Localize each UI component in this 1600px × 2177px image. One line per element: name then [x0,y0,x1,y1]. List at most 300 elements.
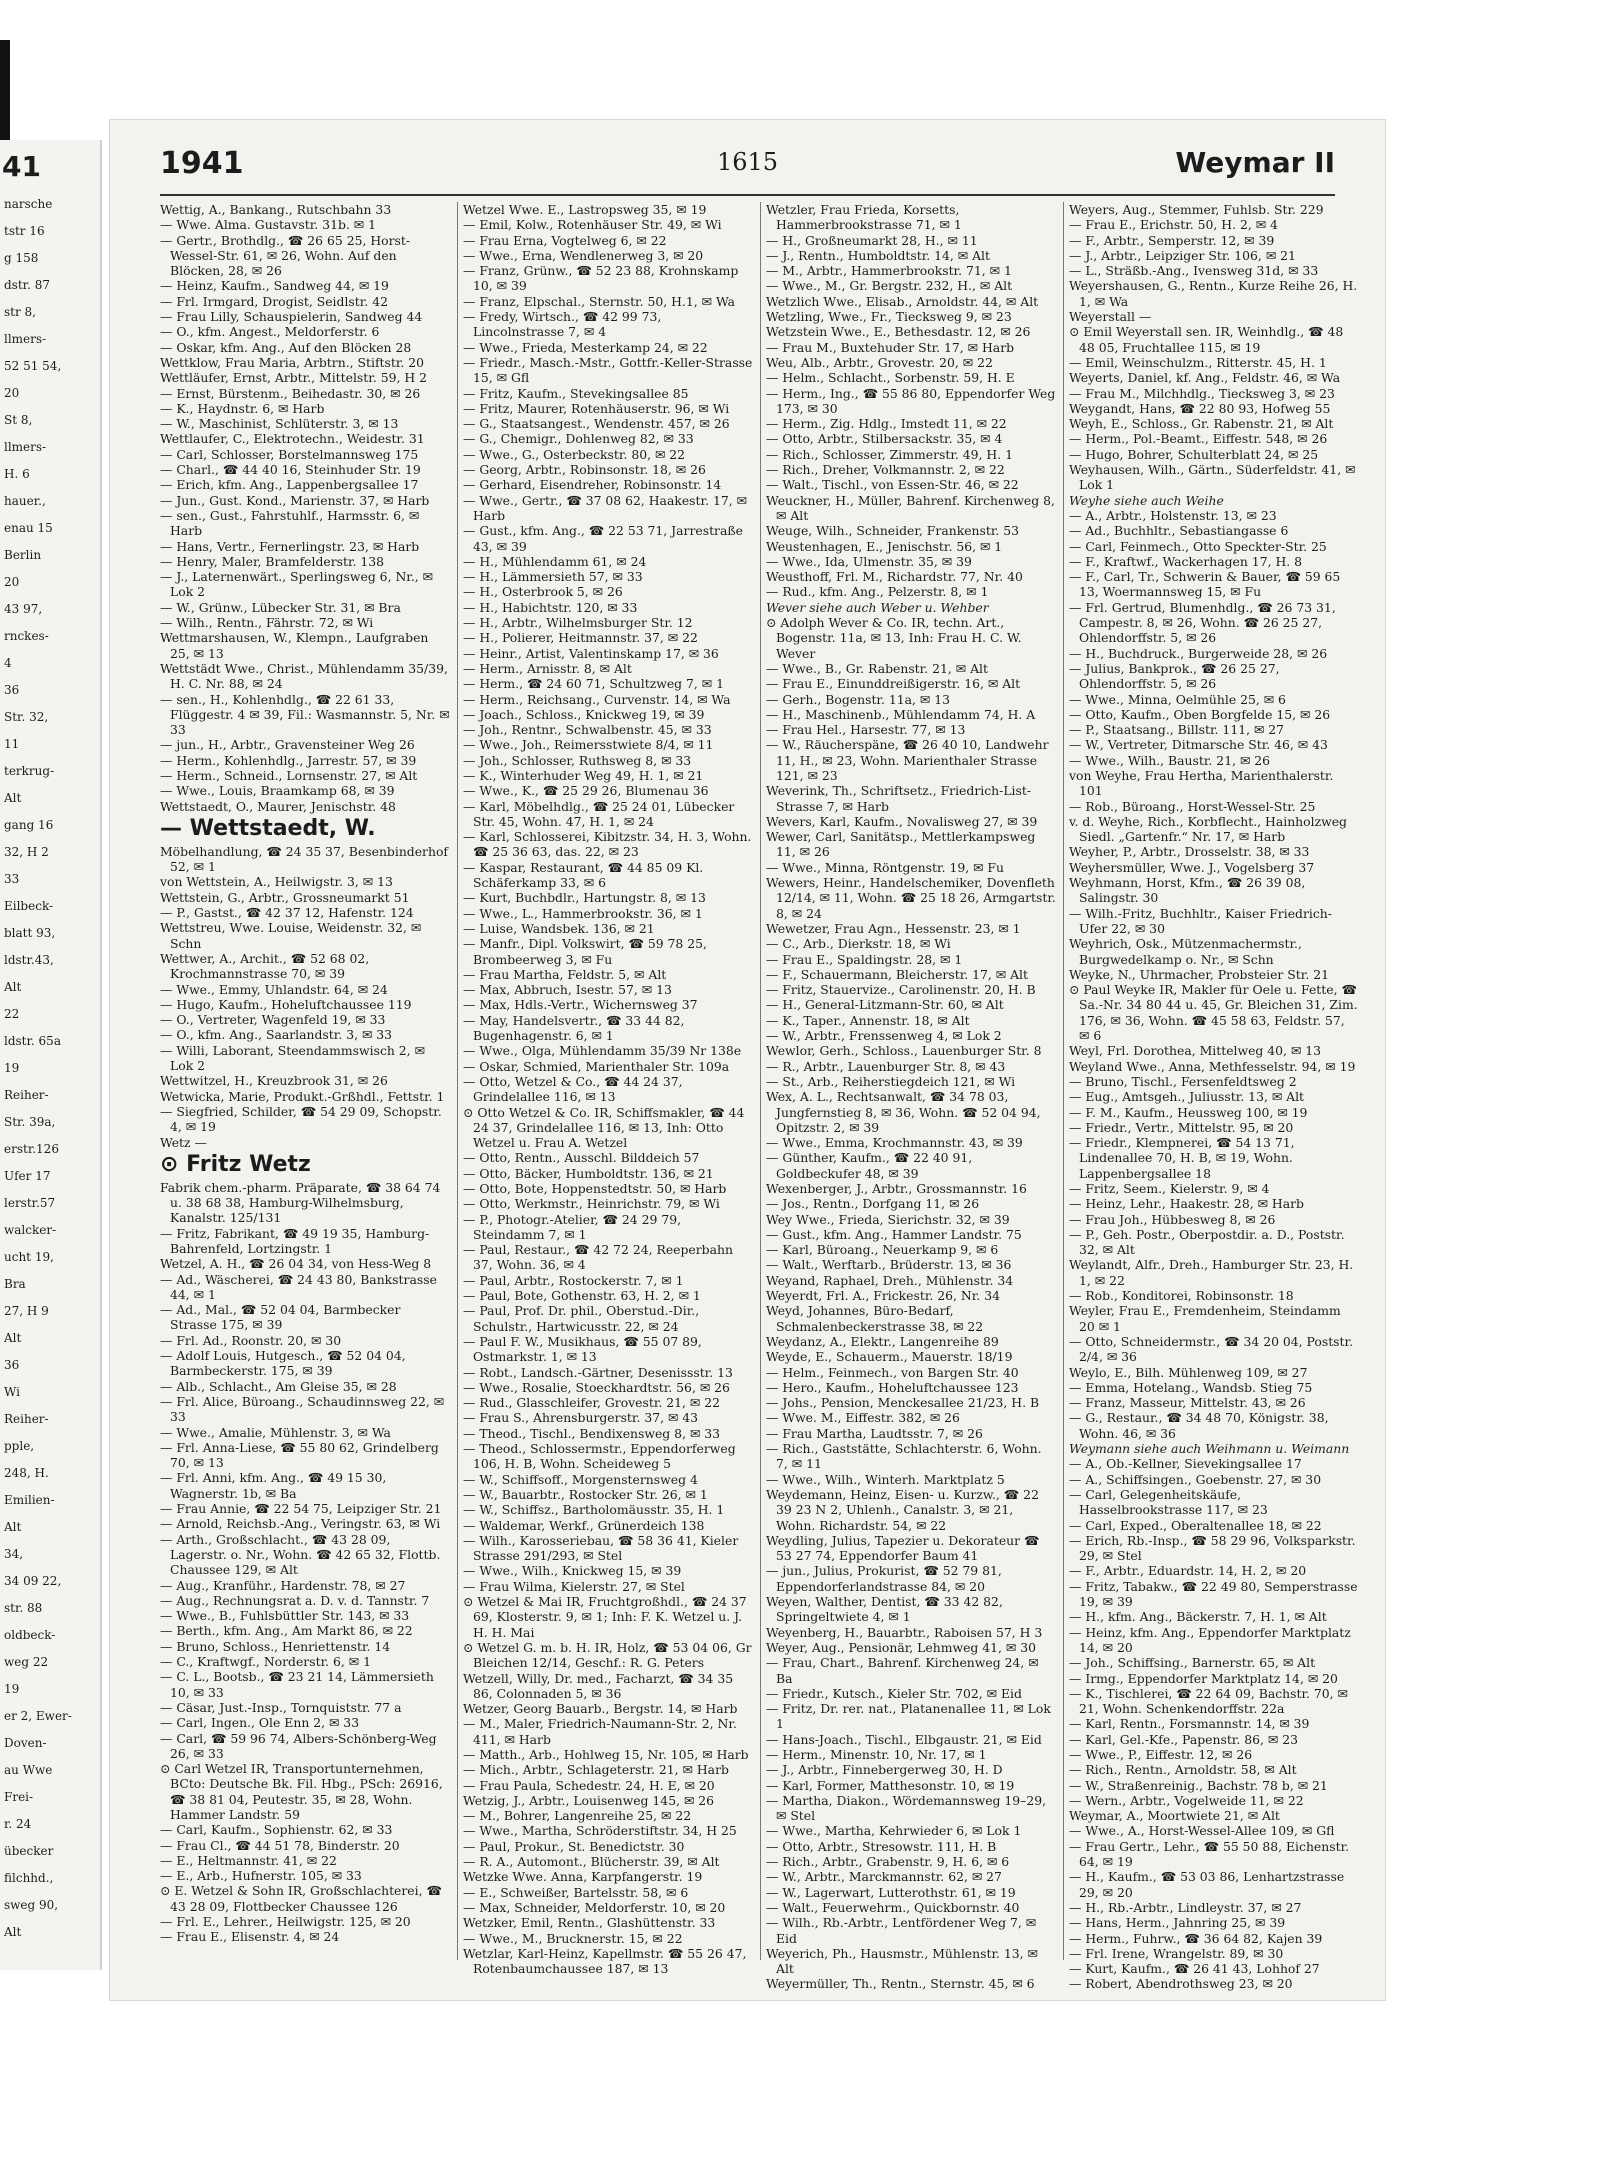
directory-entry: — Emil, Weinschulzm., Ritterstr. 45, H. 1 [1069,354,1327,370]
directory-entry: — Friedr., Vertr., Mittelstr. 95, ✉ 20 [1069,1119,1294,1135]
directory-entry: — H., kfm. Ang., Bäckerstr. 7, H. 1, ✉ Alt [1069,1609,1327,1625]
directory-entry: — Hans-Joach., Tischl., Elbgaustr. 21, ✉ Eid [766,1731,1042,1747]
directory-entry: — Wwe., Olga, Mühlendamm 35/39 Nr 138e [463,1043,742,1059]
previous-page-fragment: Reiher- [4,1088,49,1102]
directory-entry: — Frau Martha, Feldstr. 5, ✉ Alt [463,966,667,982]
column-divider [760,202,761,1960]
directory-entry: — Karl, Gel.-Kfe., Papenstr. 86, ✉ 23 [1069,1731,1298,1747]
directory-entry: — Max, Hdls.-Vertr., Wichernsweg 37 [463,997,698,1013]
previous-page-fragment: filchhd., [4,1871,54,1885]
directory-entry: — F., Kraftwf., Wackerhagen 17, H. 8 [1069,553,1303,569]
directory-entry: — Joh., Schiffsing., Barnerstr. 65, ✉ Alt [1069,1655,1316,1671]
directory-entry: — Herm., Kohlenhdlg., Jarrestr. 57, ✉ 39 [160,752,417,768]
previous-page-fragment: blatt 93, [4,926,56,940]
directory-entry: — W., Lagerwart, Lutterothstr. 61, ✉ 19 [766,1884,1016,1900]
directory-entry: — Otto, Schneidermstr., ☎ 34 20 04, Poststr. 2/4, ✉ 36 [1069,1333,1354,1365]
directory-entry: Wewer, Carl, Sanitätsp., Mettlerkampsweg 11, ✉ 26 [766,829,1036,860]
directory-entry: — J., Rentn., Humboldtstr. 14, ✉ Alt [766,247,990,263]
directory-entry: — Frau Annie, ☎ 22 54 75, Leipziger Str. 21 [160,1501,442,1517]
directory-entry: Weydemann, Heinz, Eisen- u. Kurzw., ☎ 22 39 23 N 2, Uhlenh., Canalstr. 3, ✉ 21, Wohn. Richardstr. 54, ✉ 22 [766,1486,1039,1533]
directory-entry: Weyermüller, Th., Rentn., Sternstr. 45, ✉ 6 [766,1976,1035,1992]
directory-entry: — P., Gastst., ☎ 42 37 12, Hafenstr. 124 [160,905,414,921]
directory-entry: — Wilh., Rentn., Fährstr. 72, ✉ Wi [160,615,374,631]
previous-page-fragment: oldbeck- [4,1628,56,1642]
directory-entry: — Wilh., Rb.-Arbtr., Lentfördener Weg 7, ✉ Eid [766,1915,1037,1946]
directory-entry: Weylandt, Alfr., Dreh., Hamburger Str. 23, H. 1, ✉ 22 [1069,1257,1354,1288]
directory-entry: — Frl. Irene, Wrangelstr. 89, ✉ 30 [1069,1945,1284,1961]
directory-entry: — A., Schiffsingen., Goebenstr. 27, ✉ 30 [1069,1471,1322,1487]
directory-entry: — P., Geh. Postr., Oberpostdir. a. D., Poststr. 32, ✉ Alt [1069,1226,1345,1258]
directory-entry: Wetzel, A. H., ☎ 26 04 34, von Hess-Weg 8 [160,1256,432,1272]
directory-entry: — Martha, Diakon., Wördemannsweg 19–29, ✉ Stel [766,1792,1047,1824]
directory-entry: — Frl. Alice, Büroang., Schaudinnsweg 22, ✉ 33 [160,1393,445,1425]
previous-page-fragment: Eilbeck- [4,899,54,913]
directory-entry: — H., Rb.-Arbtr., Lindleystr. 37, ✉ 27 [1069,1899,1302,1915]
directory-entry: — Hans, Vertr., Fernerlingstr. 23, ✉ Harb [160,538,420,554]
directory-entry: — Carl, Gelegenheitskäufe, Hasselbrookstrasse 117, ✉ 23 [1069,1486,1268,1518]
directory-entry: — Walt., Feuerwehrm., Quickbornstr. 40 [766,1899,1020,1915]
directory-entry: — J., Arbtr., Finnebergerweg 30, H. D [766,1762,1003,1778]
directory-entry: — Otto, Werkmstr., Heinrichstr. 79, ✉ Wi [463,1196,720,1212]
directory-entry: — Frau Paula, Schedestr. 24, H. E, ✉ 20 [463,1777,715,1793]
directory-entry: — Paul, Bote, Gothenstr. 63, H. 2, ✉ 1 [463,1288,701,1304]
directory-entry: Weyhrich, Osk., Mützenmachermstr., Burgwedelkamp o. Nr., ✉ Schn [1069,936,1302,967]
column-2 [463,202,753,1977]
previous-page-fragment: Wi [4,1385,20,1399]
directory-entry: — H., Großneumarkt 28, H., ✉ 11 [766,232,978,248]
previous-page-fragment: 36 [4,683,20,697]
previous-page-fragment: gang 16 [4,818,54,832]
directory-entry: — Willi, Laborant, Steendammswisch 2, ✉ Lok 2 [160,1042,425,1074]
directory-entry: — Berth., kfm. Ang., Am Markt 86, ✉ 22 [160,1623,413,1639]
directory-entry: — Wwe., G., Osterbeckstr. 80, ✉ 22 [463,446,686,462]
directory-entry: — Wwe. Alma. Gustavstr. 31b. ✉ 1 [160,217,376,233]
directory-entry: v. d. Weyhe, Rich., Korbflecht., Hainholzweg Siedl. „Gartenfr.“ Nr. 17, ✉ Harb [1069,813,1347,845]
directory-entry: — Joh., Schlosser, Ruthsweg 8, ✉ 33 [463,752,692,768]
directory-entry: Wettstein, G., Arbtr., Grossneumarkt 51 [160,889,410,905]
directory-entry: — Frau, Chart., Bahrenf. Kirchenweg 24, ✉ Ba [766,1655,1039,1686]
previous-page-fragment: str 8, [4,305,36,319]
directory-entry: — Heinz, Kaufm., Sandweg 44, ✉ 19 [160,278,389,294]
directory-entry: — Otto, Bote, Hoppenstedtstr. 50, ✉ Harb [463,1181,727,1196]
directory-entry: — Otto, Arbtr., Stresowstr. 111, H. B [766,1838,997,1854]
directory-entry: Wetwicka, Marie, Produkt.-Grßhdl., Fettstr. 1 [160,1088,445,1104]
directory-entry: — Erich, kfm. Ang., Lappenbergsallee 17 [160,477,419,493]
directory-entry: — Joach., Schloss., Knickweg 19, ✉ 39 [463,706,705,722]
previous-page-header: 41 [2,150,41,183]
directory-entry: — Frl. Anni, kfm. Ang., ☎ 49 15 30, Wagnerstr. 1b, ✉ Ba [160,1470,387,1501]
directory-entry: — Frau E., Elisenstr. 4, ✉ 24 [160,1929,340,1945]
previous-page-fragment: 34, [4,1547,24,1561]
directory-entry: — Otto, Bäcker, Humboldtstr. 136, ✉ 21 [463,1165,714,1181]
directory-entry: — Frl. E., Lehrer., Heilwigstr. 125, ✉ 20 [160,1914,411,1930]
directory-entry: — Frau Gertr., Lehr., ☎ 55 50 88, Eichenstr. 64, ✉ 19 [1069,1838,1350,1870]
previous-page-fragment: 4 [4,656,12,670]
directory-entry: — W., Arbtr., Marckmannstr. 62, ✉ 27 [766,1869,1002,1885]
directory-entry: Weyen, Walther, Dentist, ☎ 33 42 82, Springeltwiete 4, ✉ 1 [766,1594,1003,1625]
directory-entry: Weyde, E., Schauerm., Mauerstr. 18/19 [766,1349,1013,1365]
previous-page-fragment: llmers- [4,332,47,346]
directory-entry: Weyhmann, Horst, Kfm., ☎ 26 39 08, Salingstr. 30 [1069,875,1306,906]
directory-entry: — Bruno, Schloss., Henriettenstr. 14 [160,1638,391,1654]
directory-entry: — F. M., Kaufm., Heussweg 100, ✉ 19 [1069,1104,1308,1120]
directory-entry: — C., Arb., Dierkstr. 18, ✉ Wi [766,936,951,952]
directory-entry: Weyhersmüller, Wwe. J., Vogelsberg 37 [1069,859,1315,875]
directory-entry: — Carl, Ingen., Ole Enn 2, ✉ 33 [160,1715,360,1731]
directory-entry: — Frl. Ad., Roonstr. 20, ✉ 30 [160,1332,342,1348]
directory-entry: Weyler, Frau E., Fremdenheim, Steindamm 20 ✉ 1 [1069,1303,1341,1334]
directory-entry: — Karl, Schlosserei, Kibitzstr. 34, H. 3, Wohn. ☎ 25 36 63, das. 22, ✉ 23 [463,829,752,860]
directory-entry: — Karl, Rentn., Forsmannstr. 14, ✉ 39 [1069,1716,1310,1732]
directory-entry: ⊙ Fritz Wetz [160,1151,311,1177]
directory-entry: — F., Schauermann, Bleicherstr. 17, ✉ Alt [766,966,1028,982]
directory-entry: — Joh., Rentnr., Schwalbenstr. 45, ✉ 33 [463,722,712,738]
directory-entry: ⊙ Paul Weyke IR, Makler für Oele u. Fette, ☎ Sa.-Nr. 34 80 44 u. 45, Gr. Bleichen 31, Zim. 176, ✉ 36, Wohn. ☎ 45 58 63, Feldstr. 57, ✉ 6 [1069,982,1358,1044]
directory-entry: — Emil, Kolw., Rotenhäuser Str. 49, ✉ Wi [463,217,722,233]
directory-entry: ⊙ Carl Wetzel IR, Transportunternehmen, BCto: Deutsche Bk. Fil. Hbg., PSch: 26916, ☎ 38 81 04, Peutestr. 35, ✉ 28, Wohn. Hammer Landstr. 59 [160,1761,443,1822]
directory-entry: — P., Staatsang., Billstr. 111, ✉ 27 [1069,722,1285,738]
directory-entry: — Bruno, Tischl., Fersenfeldtsweg 2 [1069,1073,1297,1089]
directory-entry: — Wwe., L., Hammerbrookstr. 36, ✉ 1 [463,905,703,921]
directory-entry: — Wwe., Joh., Reimersstwiete 8/4, ✉ 11 [463,737,714,753]
directory-entry: — Frau Cl., ☎ 44 51 78, Binderstr. 20 [160,1837,400,1853]
directory-entry: — Walt., Tischl., von Essen-Str. 46, ✉ 22 [766,477,1019,493]
directory-entry: — Hugo, Kaufm., Hoheluftchaussee 119 [160,996,412,1012]
directory-entry: — Fritz, Tabakw., ☎ 22 49 80, Semperstrasse 19, ✉ 39 [1069,1578,1358,1610]
directory-entry: — Friedr., Klempnerei, ☎ 54 13 71, Lindenallee 70, H. B, ✉ 19, Wohn. Lappenbergsallee 18 [1069,1135,1295,1181]
directory-entry: Wetz — [160,1134,207,1150]
directory-entry: — Wwe., Minna, Oelmühle 25, ✉ 6 [1069,691,1286,707]
directory-entry: — Ad., Buchhltr., Sebastiangasse 6 [1069,523,1289,539]
column-1 [160,202,450,1960]
directory-entry: — Helm., Feinmech., von Bargen Str. 40 [766,1364,1019,1380]
directory-entry: — Herm., Pol.-Beamt., Eiffestr. 548, ✉ 26 [1069,431,1328,447]
directory-entry: — Wwe., Gertr., ☎ 37 08 62, Haakestr. 17, ✉ Harb [463,492,747,523]
previous-page-fragment: 34 09 22, [4,1574,62,1588]
directory-entry: — Gust., kfm. Ang., ☎ 22 53 71, Jarrestraße 43, ✉ 39 [463,523,743,554]
directory-entry: — Hero., Kaufm., Hoheluftchaussee 123 [766,1379,1019,1395]
directory-entry: — Fritz, Maurer, Rotenhäuserstr. 96, ✉ Wi [463,400,730,416]
directory-entry: Wetzell, Willy, Dr. med., Facharzt, ☎ 34 35 86, Colonnaden 5, ✉ 36 [463,1670,734,1701]
directory-entry: — Robert, Abendrothsweg 23, ✉ 20 [1069,1976,1293,1992]
directory-entry: — Karl, Former, Matthesonstr. 10, ✉ 19 [766,1777,1015,1793]
directory-entry: Weyand, Raphael, Dreh., Mühlenstr. 34 [766,1272,1014,1288]
directory-entry: — Hans, Herm., Jahnring 25, ✉ 39 [1069,1915,1286,1931]
directory-entry: Wewetzer, Frau Agn., Hessenstr. 23, ✉ 1 [766,920,1021,936]
previous-page-fragment: Alt [4,1331,22,1345]
directory-entry: Weyher, P., Arbtr., Drosselstr. 38, ✉ 33 [1069,844,1310,860]
directory-entry: Wetzlar, Karl-Heinz, Kapellmstr. ☎ 55 26 47, Rotenbaumchaussee 187, ✉ 13 [463,1945,747,1977]
directory-entry: — Rob., Konditorei, Robinsonstr. 18 [1069,1288,1294,1304]
directory-entry: — Erich, Rb.-Insp., ☎ 58 29 96, Volksparkstr. 29, ✉ Stel [1069,1532,1356,1564]
directory-entry: — Helm., Schlacht., Sorbenstr. 59, H. E [766,370,1015,386]
directory-entry: — G., Staatsangest., Wendenstr. 457, ✉ 26 [463,416,730,432]
previous-page-fragment: Bra [4,1277,26,1291]
directory-entry: — K., Tischlerei, ☎ 22 64 09, Bachstr. 70, ✉ 21, Wohn. Schenkendorffstr. 22a [1069,1685,1348,1717]
previous-page-fragment: Frei- [4,1790,34,1804]
previous-page-fragment: erstr.126 [4,1142,59,1156]
directory-entry: — Paul, Arbtr., Rostockerstr. 7, ✉ 1 [463,1272,684,1288]
running-head: Weymar II [1175,146,1335,179]
directory-entry: Weverink, Th., Schriftsetz., Friedrich-List-Strasse 7, ✉ Harb [766,783,1032,814]
directory-entry: — W., Räucherspäne, ☎ 26 40 10, Landwehr 11, H., ✉ 23, Wohn. Marienthaler Strasse 121, ✉ 23 [766,737,1049,783]
directory-entry: Möbelhandlung, ☎ 24 35 37, Besenbinderhof 52, ✉ 1 [160,843,449,875]
directory-entry: — Wwe., Wilh., Baustr. 21, ✉ 26 [1069,752,1271,768]
directory-entry: Wetzig, J., Arbtr., Louisenweg 145, ✉ 26 [463,1792,715,1808]
directory-entry: Weyers, Aug., Stemmer, Fuhlsb. Str. 229 [1069,202,1324,217]
directory-entry: — H., Buchdruck., Burgerweide 28, ✉ 26 [1069,645,1328,661]
directory-entry: Wettklow, Frau Maria, Arbtrn., Stiftstr. 20 [160,354,425,370]
directory-entry: — Herm., Minenstr. 10, Nr. 17, ✉ 1 [766,1746,987,1762]
previous-page-fragment: rnckes- [4,629,49,643]
directory-entry: — H., General-Litzmann-Str. 60, ✉ Alt [766,997,1004,1013]
previous-page-fragment: Doven- [4,1736,47,1750]
directory-entry: — Rich., Schlosser, Zimmerstr. 49, H. 1 [766,446,1013,462]
directory-entry: Weymann siehe auch Weihmann u. Weimann [1069,1441,1350,1457]
previous-page-fragment: weg 22 [4,1655,49,1669]
previous-page-fragment: Berlin [4,548,42,562]
directory-entry: — Carl, Exped., Oberaltenallee 18, ✉ 22 [1069,1517,1322,1533]
directory-entry: — W., Vertreter, Ditmarsche Str. 46, ✉ 43 [1069,737,1328,753]
directory-entry: — C., Kraftwgf., Norderstr. 6, ✉ 1 [160,1654,371,1670]
previous-page-fragment: Alt [4,791,22,805]
directory-entry: — Johs., Pension, Menckesallee 21/23, H. B [766,1395,1040,1411]
directory-entry: — Frau Hel., Harsestr. 77, ✉ 13 [766,722,966,738]
previous-page-fragment: Alt [4,1520,22,1534]
directory-entry: — Wilh., Karosseriebau, ☎ 58 36 41, Kieler Strasse 291/293, ✉ Stel [463,1532,739,1564]
directory-entry: — Max, Abbruch, Isestr. 57, ✉ 13 [463,982,672,998]
directory-entry: Weuckner, H., Müller, Bahrenf. Kirchenweg 8, ✉ Alt [766,492,1055,523]
directory-entry: — G., Chemigr., Dohlenweg 82, ✉ 33 [463,431,694,447]
previous-page-fragment: llmers- [4,440,47,454]
directory-entry: — Kaspar, Restaurant, ☎ 44 85 09 Kl. Schäferkamp 33, ✉ 6 [463,859,704,891]
directory-entry: — C. L., Bootsb., ☎ 23 21 14, Lämmersieth 10, ✉ 33 [160,1669,434,1700]
directory-entry: — H., Maschinenb., Mühlendamm 74, H. A [766,706,1036,722]
directory-entry: — F., Arbtr., Eduardstr. 14, H. 2, ✉ 20 [1069,1563,1307,1579]
directory-entry: Weustenhagen, E., Jenischstr. 56, ✉ 1 [766,538,1003,554]
directory-entry: ⊙ Wetzel G. m. b. H. IR, Holz, ☎ 53 04 06, Gr Bleichen 12/14, Geschf.: R. G. Peters [463,1639,752,1671]
directory-entry: — H., Mühlendamm 61, ✉ 24 [463,553,647,569]
directory-entry: — Otto, Wetzel & Co., ☎ 44 24 37, Grindelallee 116, ✉ 13 [463,1073,683,1105]
directory-entry: Weyerdt, Frl. A., Frickestr. 26, Nr. 34 [766,1288,1000,1304]
directory-entry: — Carl, Feinmech., Otto Speckter-Str. 25 [1069,538,1327,554]
directory-entry: — E., Arb., Hufnerstr. 105, ✉ 33 [160,1868,362,1884]
previous-page-fragment: terkrug- [4,764,55,778]
directory-entry: — Adolf Louis, Hutgesch., ☎ 52 04 04, Barmbeckerstr. 175, ✉ 39 [160,1348,406,1379]
directory-entry: Wetzer, Georg Bauarb., Bergstr. 14, ✉ Harb [463,1701,738,1717]
directory-entry: — Kurt, Buchbdlr., Hartungstr. 8, ✉ 13 [463,890,706,906]
directory-entry: — Alb., Schlacht., Am Gleise 35, ✉ 28 [160,1378,397,1394]
directory-entry: — Frl. Irmgard, Drogist, Seidlstr. 42 [160,293,388,309]
directory-entry: Weyenberg, H., Bauarbtr., Raboisen 57, H 3 [766,1624,1043,1640]
page-header [160,146,1335,186]
directory-entry: — Wwe., Frieda, Mesterkamp 24, ✉ 22 [463,339,708,355]
directory-entry: — Wwe., Erna, Wendlenerweg 3, ✉ 20 [463,247,704,263]
previous-page-fragment: str. 88 [4,1601,43,1615]
directory-entry: — Franz, Grünw., ☎ 52 23 88, Krohnskamp 10, ✉ 39 [463,263,739,294]
directory-entry: Wettig, A., Bankang., Rutschbahn 33 [160,202,392,217]
directory-entry: — May, Handelsvertr., ☎ 33 44 82, Bugenhagenstr. 6, ✉ 1 [463,1012,685,1044]
directory-entry: — O., kfm. Ang., Saarlandstr. 3, ✉ 33 [160,1027,393,1043]
directory-entry: — R. A., Automont., Blücherstr. 39, ✉ Alt [463,1854,720,1870]
directory-entry: — Waldemar, Werkf., Grünerdeich 138 [463,1517,705,1533]
directory-entry: Weu, Alb., Arbtr., Grovestr. 20, ✉ 22 [766,354,993,370]
directory-entry: — Frau Lilly, Schauspielerin, Sandweg 44 [160,309,423,325]
directory-entry: — W., Straßenreinig., Bachstr. 78 b, ✉ 21 [1069,1777,1328,1793]
directory-entry: — Fredy, Wirtsch., ☎ 42 99 73, Lincolnstrasse 7, ✉ 4 [463,309,662,340]
directory-entry: Weusthoff, Frl. M., Richardstr. 77, Nr. 40 [766,569,1023,585]
directory-entry: — F., Arbtr., Semperstr. 12, ✉ 39 [1069,232,1275,248]
directory-entry: — Paul F. W., Musikhaus, ☎ 55 07 89, Ostmarkstr. 1, ✉ 13 [463,1333,702,1365]
previous-page-fragment: übecker [4,1844,54,1858]
directory-entry: — Rich., Dreher, Volkmannstr. 2, ✉ 22 [766,462,1005,478]
previous-page-fragment: hauer., [4,494,46,508]
previous-page-fragment: St 8, [4,413,33,427]
previous-page-fragment: au Wwe [4,1763,53,1777]
directory-entry: — E., Heltmannstr. 41, ✉ 22 [160,1852,337,1868]
directory-entry: — Heinr., Artist, Valentinskamp 17, ✉ 36 [463,645,719,661]
directory-entry: Weyershausen, G., Rentn., Kurze Reihe 26, H. 1, ✉ Wa [1069,278,1358,309]
previous-page-fragment: tstr 16 [4,224,45,238]
previous-page-fragment: r. 24 [4,1817,32,1831]
directory-entry: ⊙ E. Wetzel & Sohn IR, Großschlachterei, ☎ 43 28 09, Flottbecker Chaussee 126 [160,1883,442,1914]
directory-entry: — Wwe., Wilh., Knickweg 15, ✉ 39 [463,1563,682,1579]
directory-entry: — Ernst, Bürstenm., Beihedastr. 30, ✉ 26 [160,385,421,401]
column-divider [457,202,458,1960]
directory-entry: Wex, A. L., Rechtsanwalt, ☎ 34 78 03, Jungfernstieg 8, ✉ 36, Wohn. ☎ 52 04 94, Opitzstr. 2, ✉ 39 [766,1089,1041,1135]
previous-page-fragment: ldstr. 65a [4,1034,61,1048]
directory-entry: — Wwe., Emma, Krochmannstr. 43, ✉ 39 [766,1135,1023,1151]
directory-entry: Wettwitzel, H., Kreuzbrook 31, ✉ 26 [160,1073,388,1089]
previous-page-fragment: Alt [4,980,22,994]
directory-entry: — A., Arbtr., Holstenstr. 13, ✉ 23 [1069,507,1277,523]
directory-entry: — Wwe., Emmy, Uhlandstr. 64, ✉ 24 [160,981,388,997]
directory-entry: — Cäsar, Just.-Insp., Tornquiststr. 77 a [160,1699,402,1715]
directory-entry: — Friedr., Kutsch., Kieler Str. 702, ✉ Eid [766,1685,1022,1701]
directory-entry: — Theod., Tischl., Bendixensweg 8, ✉ 33 [463,1425,721,1441]
directory-entry: Weydling, Julius, Tapezier u. Dekorateur ☎ 53 27 74, Eppendorfer Baum 41 [766,1532,1040,1564]
directory-entry: Wetzker, Emil, Rentn., Glashüttenstr. 33 [463,1915,716,1931]
directory-entry: — Aug., Rechnungsrat a. D. v. d. Tannstr. 7 [160,1592,430,1608]
directory-entry: — Gust., kfm. Ang., Hammer Landstr. 75 [766,1226,1022,1242]
directory-entry: Wewers, Heinr., Handelschemiker, Dovenfleth 12/14, ✉ 11, Wohn. ☎ 25 18 26, Armgartstr. 8, ✉ 24 [766,875,1056,921]
directory-entry: — W., Schiffsoff., Morgensternsweg 4 [463,1471,698,1487]
directory-entry: ⊙ Otto Wetzel & Co. IR, Schiffsmakler, ☎ 44 24 37, Grindelallee 116, ✉ 13, Inh: Otto Wetzel u. Frau A. Wetzel [463,1104,745,1151]
directory-entry: — Wwe., B., Gr. Rabenstr. 21, ✉ Alt [766,660,988,676]
directory-entry: — H., Habichtstr. 120, ✉ 33 [463,599,638,615]
previous-page-fragment: 43 97, [4,602,43,616]
directory-entry: — Frau S., Ahrensburgerstr. 37, ✉ 43 [463,1410,699,1426]
directory-entry: — Frl. Gertrud, Blumenhdlg., ☎ 26 73 31, Campestr. 8, ✉ 26, Wohn. ☎ 26 25 27, Ohlendorffstr. 5, ✉ 26 [1069,599,1336,646]
directory-entry: — Georg, Arbtr., Robinsonstr. 18, ✉ 26 [463,462,706,478]
directory-entry: — Frau E., Einunddreißigerstr. 16, ✉ Alt [766,676,1021,692]
previous-page-fragment: 11 [4,737,20,751]
directory-entry: Wettläufer, Ernst, Arbtr., Mittelstr. 59, H 2 [160,370,427,386]
previous-page-fragment: ldstr.43, [4,953,54,967]
directory-entry: — Herm., Arnisstr. 8, ✉ Alt [463,660,632,676]
directory-entry: — Rich., Rentn., Arnoldstr. 58, ✉ Alt [1069,1762,1297,1778]
directory-entry: — H., Arbtr., Wilhelmsburger Str. 12 [463,615,693,631]
previous-page-fragment: 52 51 54, [4,359,62,373]
previous-page-fragment: 20 [4,386,20,400]
directory-entry: — sen., Gust., Fahrstuhlf., Harmsstr. 6, ✉ Harb [160,507,420,539]
previous-page-fragment: 20 [4,575,20,589]
directory-entry: — K., Haydnstr. 6, ✉ Harb [160,400,325,416]
directory-entry: — Frau Wilma, Kielerstr. 27, ✉ Stel [463,1578,685,1594]
directory-entry: — Rich., Arbtr., Grabenstr. 9, H. 6, ✉ 6 [766,1854,1010,1870]
directory-entry: — Otto, Arbtr., Stilbersackstr. 35, ✉ 4 [766,431,1003,447]
previous-page-fragment: enau 15 [4,521,53,535]
directory-entry: — Oskar, kfm. Ang., Auf den Blöcken 28 [160,339,412,355]
directory-entry: von Weyhe, Frau Hertha, Marienthalerstr. 101 [1069,767,1334,799]
directory-entry: — Arnold, Reichsb.-Ang., Veringstr. 63, ✉ Wi [160,1516,441,1532]
directory-entry: Weuge, Wilh., Schneider, Frankenstr. 53 [766,523,1020,539]
directory-entry: Weyhe siehe auch Weihe [1069,492,1224,508]
directory-entry: — Ad., Mal., ☎ 52 04 04, Barmbecker Strasse 175, ✉ 39 [160,1302,401,1333]
directory-entry: Wever siehe auch Weber u. Wehber [766,599,989,615]
directory-entry: Weyhausen, Wilh., Gärtn., Süderfeldstr. 41, ✉ Lok 1 [1069,462,1356,493]
directory-entry: — Herm., Schneid., Lornsenstr. 27, ✉ Alt [160,767,418,783]
page-year: 1941 [160,146,244,181]
directory-entry: — Franz, Masseur, Mittelstr. 43, ✉ 26 [1069,1395,1306,1411]
directory-entry: Weymar, A., Moortwiete 21, ✉ Alt [1069,1808,1280,1824]
directory-entry: — Frau M., Milchhdlg., Tiecksweg 3, ✉ 23 [1069,385,1335,401]
directory-entry: — Herm., Fuhrw., ☎ 36 64 82, Kajen 39 [1069,1930,1323,1946]
directory-entry: — Wwe., Wilh., Winterh. Marktplatz 5 [766,1471,1005,1487]
directory-entry: — Wwe., P., Eiffestr. 12, ✉ 26 [1069,1746,1253,1762]
column-divider [1063,202,1064,1960]
directory-entry: — Herm., ☎ 24 60 71, Schultzweg 7, ✉ 1 [463,676,725,692]
header-rule [160,194,1335,196]
previous-page-fragment: 32, H 2 [4,845,49,859]
directory-entry: — Paul, Prokur., St. Benedictstr. 30 [463,1838,685,1854]
directory-entry: — H., Lämmersieth 57, ✉ 33 [463,569,643,585]
directory-entry: Wetzlich Wwe., Elisab., Arnoldstr. 44, ✉ Alt [766,293,1039,309]
directory-entry: — jun., H., Arbtr., Gravensteiner Weg 26 [160,737,415,753]
directory-entry: — Wwe., Ida, Ulmenstr. 35, ✉ 39 [766,553,972,569]
previous-page-fragment: 19 [4,1682,20,1696]
directory-entry: von Wettstein, A., Heilwigstr. 3, ✉ 13 [160,874,393,890]
directory-entry: Wettstädt Wwe., Christ., Mühlendamm 35/39, H. C. Nr. 88, ✉ 24 [160,660,448,692]
directory-entry: — W., Schiffsz., Bartholomäusstr. 35, H. 1 [463,1502,725,1518]
directory-entry: ⊙ Adolph Wever & Co. IR, techn. Art., Bogenstr. 11a, ✉ 13, Inh: Frau H. C. W. Wever [766,615,1022,661]
previous-page-fragment: Str. 32, [4,710,49,724]
directory-entry: — Walt., Werftarb., Brüderstr. 13, ✉ 36 [766,1257,1012,1273]
previous-page-fragment: 36 [4,1358,20,1372]
column-4 [1069,202,1359,1992]
directory-entry: — L., Sträßb.-Ang., Ivensweg 31d, ✉ 33 [1069,263,1319,279]
directory-entry: ⊙ Emil Weyerstall sen. IR, Weinhdlg., ☎ 48 48 05, Fruchtallee 115, ✉ 19 [1069,324,1344,355]
directory-entry: — Kurt, Kaufm., ☎ 26 41 43, Lohhof 27 [1069,1961,1320,1977]
previous-page-fragment: 19 [4,1061,20,1075]
previous-page-fragment: H. 6 [4,467,30,481]
directory-entry: — Wwe., Martha, Kehrwieder 6, ✉ Lok 1 [766,1823,1022,1839]
directory-entry: — Paul, Restaur., ☎ 42 72 24, Reeperbahn 37, Wohn. 36, ✉ 4 [463,1242,733,1273]
directory-entry: — O., Vertreter, Wagenfeld 19, ✉ 33 [160,1012,386,1028]
previous-page-fragment: 22 [4,1007,20,1021]
directory-entry: Weyd, Johannes, Büro-Bedarf, Schmalenbeckerstrasse 38, ✉ 22 [766,1303,984,1334]
directory-entry: — Julius, Bankprok., ☎ 26 25 27, Ohlendorffstr. 5, ✉ 26 [1069,660,1280,692]
directory-entry: — Franz, Elpschal., Sternstr. 50, H.1, ✉ Wa [463,293,735,309]
directory-entry: — W., Bauarbtr., Rostocker Str. 26, ✉ 1 [463,1486,708,1502]
directory-entry: — Robt., Landsch.-Gärtner, Desenissstr. 13 [463,1364,733,1380]
directory-entry: Wetzling, Wwe., Fr., Tiecksweg 9, ✉ 23 [766,309,1012,325]
directory-entry: Wetzstein Wwe., E., Bethesdastr. 12, ✉ 26 [766,324,1031,340]
directory-entry: — M., Maler, Friedrich-Naumann-Str. 2, Nr. 411, ✉ Harb [463,1716,737,1747]
directory-entry: — M., Bohrer, Langenreihe 25, ✉ 22 [463,1808,692,1824]
directory-entry: Wexenberger, J., Arbtr., Grossmannstr. 16 [766,1181,1027,1196]
previous-page-fragment: 33 [4,872,20,886]
